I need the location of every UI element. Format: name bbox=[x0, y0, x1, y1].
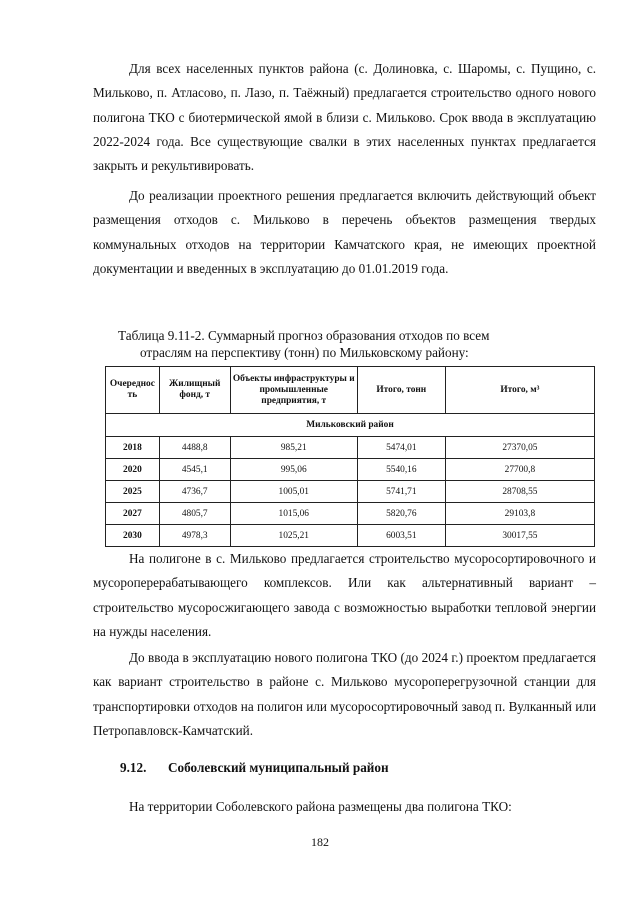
cell-total-tonnes: 5741,71 bbox=[357, 481, 445, 503]
cell-infrastructure: 1005,01 bbox=[230, 481, 357, 503]
table-caption-line2: отраслям на перспективу (тонн) по Мильковскому району: bbox=[140, 345, 469, 360]
table-row bbox=[106, 503, 595, 525]
cell-year: 2030 bbox=[106, 525, 160, 547]
paragraph-interim-solution: До реализации проектного решения предлагается включить действующий объект размещения отходов с. Мильково в перечень объектов размещения твердых коммунальных отходов на территории Камчатского края, не имеющих проектной документации и введенных в эксплуатацию до 01.01.2019 года. bbox=[93, 188, 596, 276]
table-section-row bbox=[106, 414, 595, 437]
header-housing: Жилищный фонд, т bbox=[159, 367, 230, 414]
cell-infrastructure: 995,06 bbox=[230, 459, 357, 481]
table-row bbox=[106, 525, 595, 547]
cell-housing: 4805,7 bbox=[159, 503, 230, 525]
table-row bbox=[106, 437, 595, 459]
table-header-row bbox=[106, 367, 595, 414]
cell-total-tonnes: 5820,76 bbox=[357, 503, 445, 525]
page-number: 182 bbox=[311, 835, 329, 849]
cell-housing: 4736,7 bbox=[159, 481, 230, 503]
waste-forecast-table bbox=[105, 366, 595, 547]
table-caption bbox=[118, 327, 588, 361]
cell-housing: 4978,3 bbox=[159, 525, 230, 547]
cell-year: 2018 bbox=[106, 437, 160, 459]
section-cell: Мильковский район bbox=[106, 414, 595, 437]
header-total-m3: Итого, м³ bbox=[445, 367, 594, 414]
paragraph-transfer-station: До ввода в эксплуатацию нового полигона ТКО (до 2024 г.) проектом предлагается как вариант строительство в районе с. Мильково мусороперегрузочной станции для транспортировки отходов на полигон или мусоросортировочный завод п. Вулканный или Петропавловск-Камчатский. bbox=[93, 650, 596, 738]
header-total-tonnes: Итого, тонн bbox=[357, 367, 445, 414]
header-stage: Очереднос ть bbox=[106, 367, 160, 414]
cell-total-m3: 27370,05 bbox=[445, 437, 594, 459]
cell-total-m3: 29103,8 bbox=[445, 503, 594, 525]
paragraph-sobolevsky: На территории Соболевского района размещены два полигона ТКО: bbox=[129, 799, 512, 814]
table-caption-line1: Таблица 9.11-2. Суммарный прогноз образования отходов по всем bbox=[118, 328, 490, 343]
cell-total-tonnes: 5540,16 bbox=[357, 459, 445, 481]
cell-total-tonnes: 5474,01 bbox=[357, 437, 445, 459]
cell-total-m3: 27700,8 bbox=[445, 459, 594, 481]
cell-infrastructure: 1015,06 bbox=[230, 503, 357, 525]
cell-total-m3: 28708,55 bbox=[445, 481, 594, 503]
section-number: 9.12. bbox=[120, 760, 147, 775]
cell-total-m3: 30017,55 bbox=[445, 525, 594, 547]
cell-infrastructure: 985,21 bbox=[230, 437, 357, 459]
section-title: Соболевский муниципальный район bbox=[168, 760, 389, 775]
cell-year: 2020 bbox=[106, 459, 160, 481]
section-heading bbox=[120, 760, 389, 776]
table-row bbox=[106, 459, 595, 481]
cell-infrastructure: 1025,21 bbox=[230, 525, 357, 547]
cell-year: 2025 bbox=[106, 481, 160, 503]
cell-year: 2027 bbox=[106, 503, 160, 525]
paragraph-settlements: Для всех населенных пунктов района (с. Долиновка, с. Шаромы, с. Пущино, с. Мильково, п. Атласово, п. Лазо, п. Таёжный) предлагается строительство одного нового полигона ТКО с биотермической ямой в близи с. Мильково. Срок ввода в эксплуатацию 2022-2024 года. Все существующие свалки в этих населенных пунктах предлагается закрыть и рекультивировать. bbox=[93, 61, 596, 174]
paragraph-sorting-complex: На полигоне в с. Мильково предлагается строительство мусоросортировочного и мусороперерабатывающего комплексов. Или как альтернативный вариант – строительство мусоросжигающего завода с возможностью выработки тепловой энергии на нужды населения. bbox=[93, 551, 596, 639]
cell-housing: 4488,8 bbox=[159, 437, 230, 459]
cell-total-tonnes: 6003,51 bbox=[357, 525, 445, 547]
cell-housing: 4545,1 bbox=[159, 459, 230, 481]
table-row bbox=[106, 481, 595, 503]
header-infrastructure: Объекты инфраструктуры и промышленные предприятия, т bbox=[230, 367, 357, 414]
